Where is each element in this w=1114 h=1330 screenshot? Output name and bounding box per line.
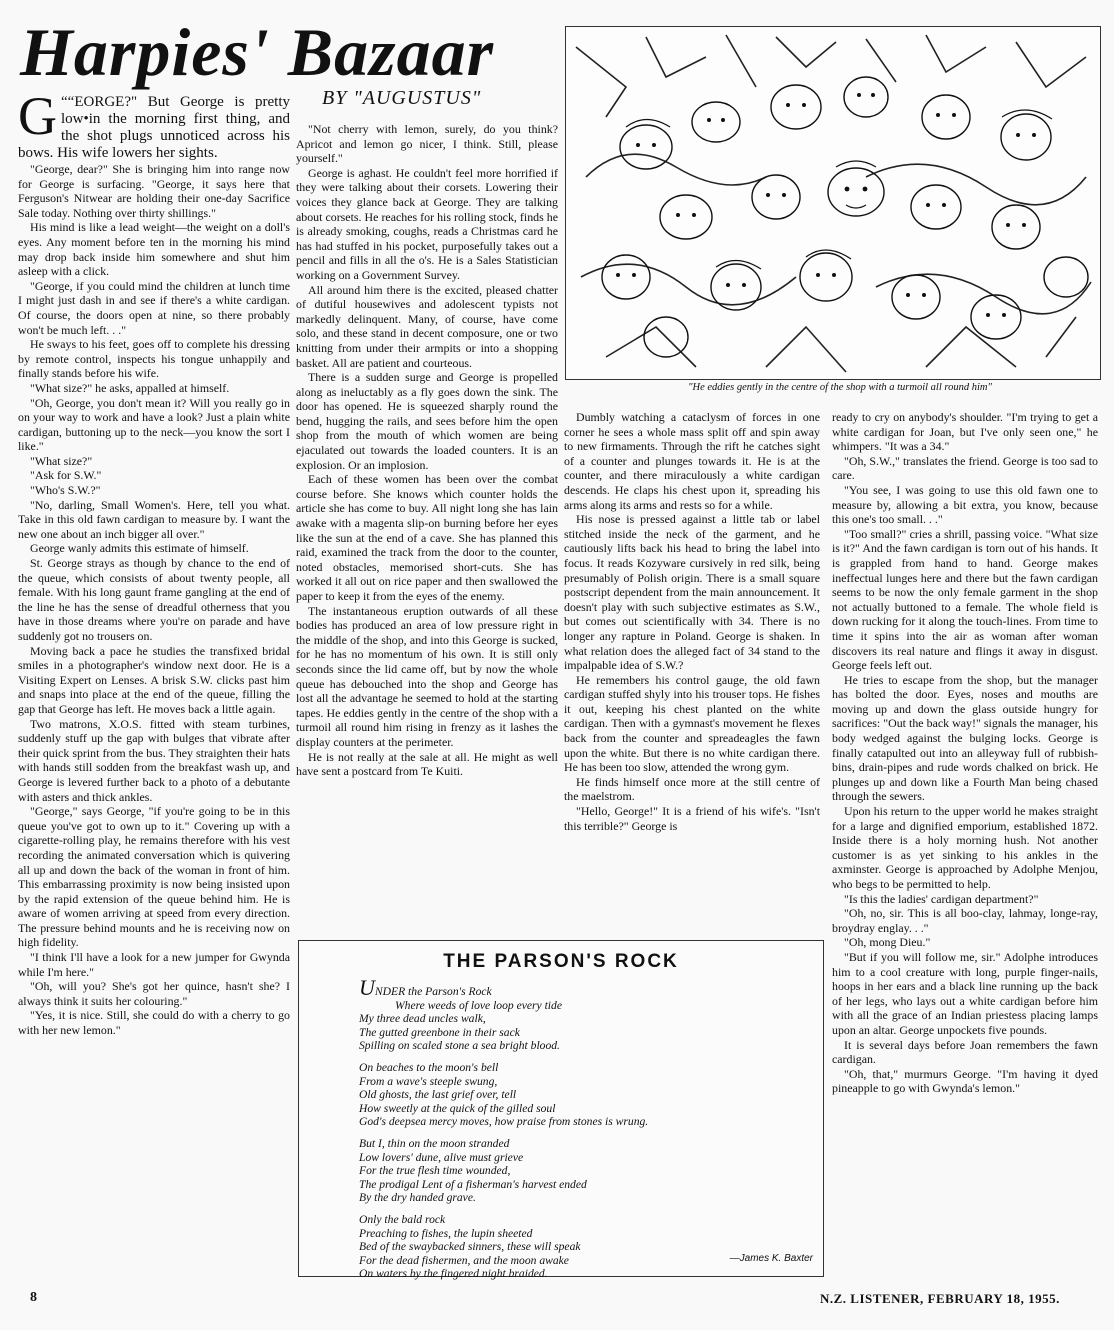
article-byline: BY "AUGUSTUS" xyxy=(322,87,482,109)
article-column-2 xyxy=(296,122,558,932)
poem-line: For the true flesh time wounded, xyxy=(359,1164,511,1178)
paragraph: "Oh, S.W.," translates the friend. George is too sad to care. xyxy=(832,453,1098,483)
poem-stanza xyxy=(359,1061,819,1129)
paragraph: He finds himself once more at the still centre of the maelstrom. xyxy=(564,774,820,804)
poem-stanza xyxy=(359,1137,819,1205)
paragraph: "Oh, will you? She's got her quince, hasn't she? I always think it suits her colouring." xyxy=(18,979,290,1008)
paragraph: The instantaneous eruption outwards of all these bodies has produced an area of low pressure right in the middle of the shop, and into this George is sucked, for he has no momentum of his own. It is still only seconds since the lid came off, but by now the whole queue has debouched into the shop and George has lost all the advantage he seemed to hold at the starting tapes. He eddies gently in the centre of the shop with a turmoil all round him rising in frenzy as it lashes the display counters at the perimeter. xyxy=(296,603,558,749)
illustration-caption: "He eddies gently in the centre of the shop with a turmoil all round him" xyxy=(688,382,992,393)
poem-line: But I, thin on the moon stranded xyxy=(359,1136,510,1150)
paragraph: George is aghast. He couldn't feel more horrified if they were talking about their corsets. Lowering their voices they glance back at George. They are talking about corsets. He reaches for his rolling stock, finds he is already smoking, coughs, reads a Christmas card he has had stuffed in his pocket, purposefully takes out a pencil and fills in all the o's. He is a Sales Statistician working on a Government Survey. xyxy=(296,165,558,282)
paragraph: "George, dear?" She is bringing him into range now for George is surfacing. "George, it says here that Ferguson's Nitwear are holding their one-day Sacrifice Sale today. Nothing over thirty shillings." xyxy=(18,162,290,220)
poem-line: UNDER the Parson's Rock xyxy=(359,975,492,1000)
lead-paragraph xyxy=(18,86,290,162)
page-number: 8 xyxy=(30,1290,37,1305)
poem-drop-cap: U xyxy=(359,975,375,1000)
poem-line: The gutted greenbone in their sack xyxy=(359,1025,520,1039)
paragraph: All around him there is the excited, pleased chatter of dutiful housewives and adolescent typists not markedly delinquent. Many, of course, have come solo, and these stand in decent composure, one or two knitting from under their armpits or into a shopping basket. All are patient and courteous. xyxy=(296,282,558,370)
paragraph: George wanly admits this estimate of himself. xyxy=(30,541,249,556)
paragraph: Each of these women has been over the combat course before. She knows which counter holds the article she has come to buy. All night long she has lain awake with a magenta slip-on burning before her eyes like the sun at the end of a cave. She has planned this raid, examined the track from the door to the counter, noted obstacles, memorised short-cuts. She has worked it all out on rice paper and then swallowed the paper to keep it from the eyes of the enemy. xyxy=(296,472,558,603)
poem-body xyxy=(359,975,819,1289)
paragraph: Moving back a pace he studies the transfixed bridal smiles in a photographer's window next door. He is a Visiting Expert on Lenses. A brisk S.W. clicks past him and snaps into place at the end of the queue, filling the gap that George has left. He moves back a little again. xyxy=(18,643,290,716)
paragraph: "Oh, George, you don't mean it? Will you really go in on your way to work and have a look? Just a plain white cardigan, buttoning up to the neck—you know the sort I like." xyxy=(18,395,290,454)
poem-line: God's deepsea mercy moves, how praise from stones is wrung. xyxy=(359,1115,649,1129)
poem-line: By the dry handed grave. xyxy=(359,1191,476,1205)
poem-line: For the dead fishermen, and the moon awake xyxy=(359,1253,569,1267)
drop-cap: G xyxy=(18,86,57,146)
poem-stanza xyxy=(359,975,819,1053)
paragraph: "George," says George, "if you're going to be in this queue you've got to own up to it." Covering up with a cigarette-rolling play, he remains therefore with his vest recording the animated conversation which is quivering all up and down the back of the woman in front of him. This embarrassing proximity is now being insisted upon by the rapid extension of the queue behind him. He is aware of women arriving at speed from every direction. The pressure behind mounts and he is receiving now on high fidelity. xyxy=(18,804,290,950)
crowd-of-women-cartoon-icon xyxy=(565,26,1101,380)
paragraph: "Who's S.W.?" xyxy=(30,483,101,498)
paragraph: "Not cherry with lemon, surely, do you think? Apricot and lemon go nicer, I think. Still, please yourself." xyxy=(296,122,558,166)
paragraph: "Oh, no, sir. This is all boo-clay, lahmay, longe-ray, broydray englay. . ." xyxy=(832,906,1098,935)
poem-box xyxy=(298,940,824,1281)
paragraph: "Oh, mong Dieu." xyxy=(844,935,931,950)
paragraph: Two matrons, X.O.S. fitted with steam turbines, suddenly stuff up the gap with bulges that vibrate after their quick sprint from the bus. They straighten their hats with hands still sodden from the breakfast wash up, and George is levered further back to a photo of a debutante with asters and thick ankles. xyxy=(18,716,290,804)
paragraph: "Hello, George!" It is a friend of his wife's. "Isn't this terrible?" George is xyxy=(564,804,820,833)
poem-line: The prodigal Lent of a fisherman's harvest ended xyxy=(359,1177,587,1191)
poem-line: On waters by the fingered night braided. xyxy=(359,1267,548,1281)
lead-open-quotes: ““ xyxy=(61,94,75,110)
poem-line: On beaches to the moon's bell xyxy=(359,1060,499,1074)
paragraph: "Oh, that," murmurs George. "I'm having it dyed pineapple to go with Gwynda's lemon." xyxy=(832,1066,1098,1096)
paragraph: "Ask for S.W." xyxy=(30,468,102,483)
article-column-3 xyxy=(564,410,820,932)
paragraph: "Too small?" cries a shrill, passing voice. "What size is it?" And the fawn cardigan is torn out of his hands. It is grappled from hand to hand. George makes ineffectual lunges here and there but the fawn cardigan seems to be now the only female garment in the shop not actually buttoned to a female. The whole field is down rucking for it along the touch-lines. From time to time it spins into the air as woman after woman discovers its real nature and flings it away in disgust. George feels left out. xyxy=(832,526,1098,673)
paragraph: "I think I'll have a look for a new jumper for Gwynda while I'm here." xyxy=(18,950,290,979)
paragraph: "George, if you could mind the children at lunch time I might just dash in and see if there's a white cardigan. Of course, the doors open at nine, so there probably won't be much left. . ." xyxy=(18,278,290,337)
paragraph: There is a sudden surge and George is propelled along as ineluctably as a fly goes down the sink. The door has opened. He is squeezed sharply round the bend, hugging the rails, and sees before him the open shop from the mouth of which women are being ejaculated out towards the loaded counters. It is an explosion. Or an implosion. xyxy=(296,370,558,472)
article-title: Harpies' Bazaar xyxy=(20,14,495,90)
paragraph: "What size?" xyxy=(30,453,93,468)
publication-footer: N.Z. LISTENER, FEBRUARY 18, 1955. xyxy=(820,1291,1060,1306)
paragraph: His mind is like a lead weight—the weight on a doll's eyes. Any moment before ten in the morning his mind may drop back inside him somewhere and shut him asleep with a click. xyxy=(18,220,290,279)
article-column-4 xyxy=(832,410,1098,1282)
paragraph: Dumbly watching a cataclysm of forces in one corner he sees a whole mass split off and spin away to new firmaments. Through the rift he catches sight of a counter and plunges towards it. He is at the counter, and there miraculously a white cardigan descends. He claps his chest upon it, spreading his arms along its arms and rests so for a while. xyxy=(564,410,820,512)
paragraph: ready to cry on anybody's shoulder. "I'm trying to get a white cardigan for Joan, but I've only seen one," he whimpers. "It was a 34." xyxy=(832,410,1098,454)
article-column-1 xyxy=(18,86,290,1284)
paragraph: He sways to his feet, goes off to complete his dressing by remote control, inspects his tongue unhappily and finally stands before his wife. xyxy=(18,337,290,381)
poem-line: From a wave's steeple swung, xyxy=(359,1074,498,1088)
poem-line: How sweetly at the quick of the gilled soul xyxy=(359,1101,556,1115)
paragraph: "You see, I was going to use this old fawn one to measure by, allowing a bit extra, you know, because this one's too small. . ." xyxy=(832,482,1098,527)
paragraph: "No, darling, Small Women's. Here, tell you what. Take in this old fawn cardigan to measure by. I want the new one about an inch bigger all over." xyxy=(18,497,290,541)
paragraph: "Yes, it is nice. Still, she could do with a cherry to go with her new lemon." xyxy=(18,1008,290,1038)
paragraph: He is not really at the sale at all. He might as well have sent a postcard from Te Kuiti. xyxy=(296,749,558,779)
paragraph: "Is this the ladies' cardigan department?" xyxy=(844,891,1039,906)
paragraph: His nose is pressed against a little tab or label stitched inside the neck of the garment, and he cautiously lifts back his head to bring the label into focus. It reads Kozyware cursively in red silk, being presumably of Polish origin. There is a small square postscript dependent from the main announcement. It doesn't play with such subjective estimates as S.W., but comes out scientifically with 34. There is no longer any rapture in Poland. George is shaken. In what relation does the alleged fact of 34 stand to the impalpable idea of S.W.? xyxy=(564,512,820,673)
paragraph: It is several days before Joan remembers the fawn cardigan. xyxy=(832,1037,1098,1067)
paragraph: Upon his return to the upper world he makes straight for a large and dignified emporium, established 1872. Inside there is a holy morning hush. Not another customer is as yet sinking to his ankles in the axminster. George is approached by Adolphe Menjou, who begs to be permitted to help. xyxy=(832,804,1098,891)
poem-line: Spilling on scaled stone a sea bright blood. xyxy=(359,1039,560,1053)
paragraph: He remembers his control gauge, the old fawn cardigan stuffed shyly into his trouser tops. He fishes it out, keeping his chest planted on the white cardigan. Then with a gymnast's movement he flexes back from the counter and spreadeagles the fawn upon the white. But there is no white cardigan there. He has been too slow, attended the wrong gym. xyxy=(564,672,820,775)
paragraph: "But if you will follow me, sir." Adolphe introduces him to a cool creature with long, purple finger-nails, hoops in her ears and a black line running up the back of her legs, who lays out a white cardigan before him with all the grace of an Indian priestess placing lamps upon an altar. George unpockets five pounds. xyxy=(832,949,1098,1037)
poem-line: Where weeds of love loop every tide xyxy=(395,998,562,1012)
paragraph: He tries to escape from the shop, but the manager has bolted the door. Eyes, noses and mouths are moving up and down the glass outside hungry for sacrifices: "Out the back way!" signals the manager, his body wedged against the bulging locks. George is finally catapulted out into an alleyway full of rubbish-bins, drain-pipes and rude words chalked on brick. He plunges up and down like a Fourth Man being chased through the sewers. xyxy=(832,672,1098,804)
lead-text: EORGE?" But George is pretty low•in the morning first thing, and the shot plugs unnoticed across his bows. His wife lowers her sights. xyxy=(18,94,290,161)
poem-line: Preaching to fishes, the lupin sheeted xyxy=(359,1226,533,1240)
poem-title: THE PARSON'S ROCK xyxy=(443,951,679,972)
paragraph: St. George strays as though by chance to the end of the queue, which consists of about twenty people, all female. With his long gaunt frame gangling at the end of the line he has the sense of dreadful otherness that you have in those dreams where you're on parade and have suddenly got no trousers on. xyxy=(18,556,290,643)
poem-stanza xyxy=(359,1213,819,1281)
poem-line: Old ghosts, the last grief over, tell xyxy=(359,1088,517,1102)
poem-author: —James K. Baxter xyxy=(729,1253,813,1264)
poem-line: Low lovers' dune, alive must grieve xyxy=(359,1150,524,1164)
poem-line: Only the bald rock xyxy=(359,1212,446,1226)
poem-line: Bed of the swaybacked sinners, these will speak xyxy=(359,1240,581,1254)
poem-line: My three dead uncles walk, xyxy=(359,1012,486,1026)
paragraph: "What size?" he asks, appalled at himself. xyxy=(30,380,230,395)
